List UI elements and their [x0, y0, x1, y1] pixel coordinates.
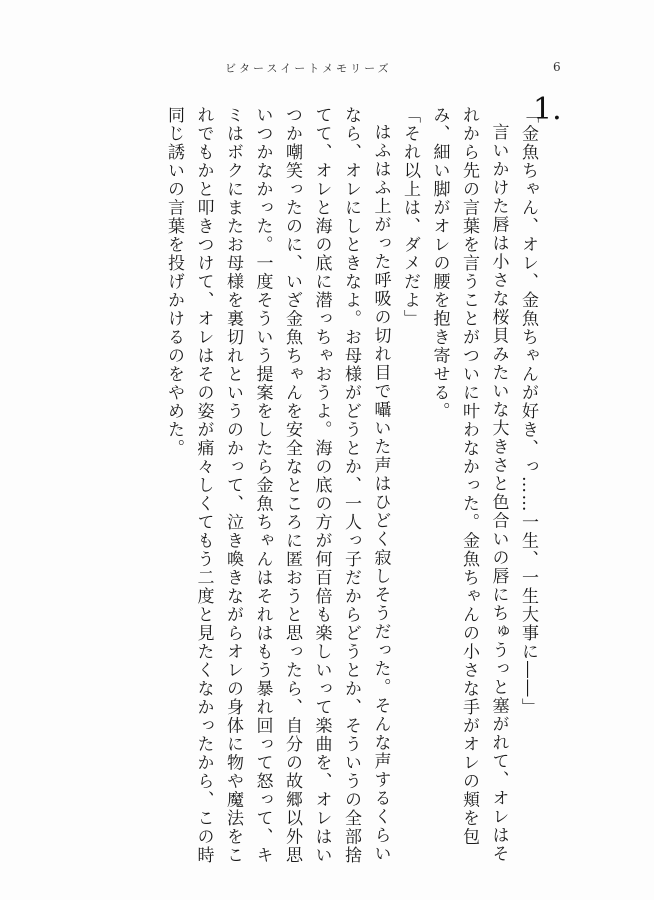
narrative-paragraph: はふはふ上がった呼吸の切れ目で囁いた声はひどく寂しそうだった。そんな声するくらいなら、オレにしときなよ。お母様がどうとか、一人っ子だからどうとか、そういうの全部捨てて、オレと海の底に潜っちゃおうよ。海の底の方が何百倍も楽しいって楽曲を、オレはいつか嘲笑ったのに、いざ金魚ちゃんを安全なところに匿おうと思ったら、自分の故郷以外思いつかなかった。一度そういう提案をしたら金魚ちゃんはそれはもう暴れ回って怒って、キミはボクにまたお母様を裏切れというのかって、泣き喚きながらオレの身体に物や魔法をこれでもかと叩きつけて、オレはその姿が痛々しくてもう二度と見たくなかったから、この時同じ誘いの言葉を投げかけるのをやめた。 [164, 106, 391, 865]
book-title: ビタースイートメモリーズ [225, 62, 392, 75]
chapter-number: 1. [533, 92, 562, 127]
running-header [0, 60, 654, 80]
dialogue-line: 「金魚ちゃん、オレ、金魚ちゃんが好き、っ……一生、一生大事に――」 [518, 106, 538, 717]
dialogue-line: 「それ以上は、ダメだよ」 [400, 106, 420, 328]
page-number: 6 [553, 60, 561, 74]
body-text [159, 106, 543, 876]
narrative-paragraph: 言いかけた唇は小さな桜貝みたいな大きさと色合いの唇にちゅうっと塞がれて、オレはそれから先の言葉を言うことがついに叶わなかった。金魚ちゃんの小さな手がオレの頬を包み、細い脚がオレの腰を抱き寄せる。 [429, 106, 509, 863]
